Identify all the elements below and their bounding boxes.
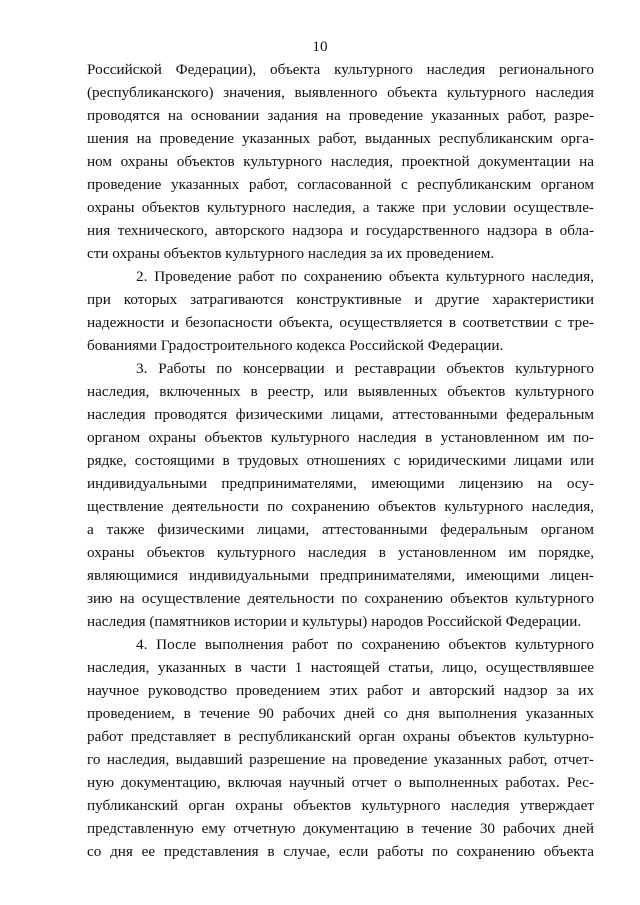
paragraph-first-line: 3. Работы по консервации и реставрации объектов культурного — [136, 360, 594, 377]
text-line: ния технического, авторского надзора и государственного надзора в обла- — [87, 222, 594, 239]
text-line: шения на проведение указанных работ, выданных республиканским орга- — [87, 130, 594, 147]
text-line: ном охраны объектов культурного наследия, проектной документации на — [87, 153, 594, 170]
document-body — [87, 58, 594, 863]
text-line: надежности и безопасности объекта, осуществляется в соответствии с тре- — [87, 314, 594, 331]
paragraph-first-line: 2. Проведение работ по сохранению объекта культурного наследия, — [136, 268, 594, 285]
text-line: рядке, состоящими в трудовых отношениях с юридическими лицами или — [87, 452, 594, 469]
text-line: проводятся на основании задания на проведение указанных работ, разре- — [87, 107, 594, 124]
text-line: наследия (памятников истории и культуры) народов Российской Федерации. — [87, 613, 582, 630]
text-line: научное руководство проведением этих работ и авторский надзор за их — [87, 682, 594, 699]
text-line: охраны объектов культурного наследия, а также при условии осуществле- — [87, 199, 594, 216]
text-line: зию на осуществление деятельности по сохранению объектов культурного — [87, 590, 594, 607]
text-line: при которых затрагиваются конструктивные и другие характеристики — [87, 291, 594, 308]
text-line: охраны объектов культурного наследия в установленном им порядке, — [87, 544, 594, 561]
text-line: наследия, включенных в реестр, или выявленных объектов культурного — [87, 383, 594, 400]
text-line: наследия, указанных в части 1 настоящей статьи, лицо, осуществлявшее — [87, 659, 594, 676]
page-number: 10 — [312, 38, 328, 55]
text-line: проведением, в течение 90 рабочих дней со дня выполнения указанных — [87, 705, 594, 722]
text-line: ществление деятельности по сохранению объектов культурного наследия, — [87, 498, 594, 515]
text-line: работ представляет в республиканский орган охраны объектов культурно- — [87, 728, 594, 745]
text-line: ную документацию, включая научный отчет о выполненных работах. Рес- — [87, 774, 594, 791]
text-line: сти охраны объектов культурного наследия за их проведением. — [87, 245, 495, 262]
paragraph-first-line: 4. После выполнения работ по сохранению объектов культурного — [136, 636, 594, 653]
text-line: публиканский орган охраны объектов культурного наследия утверждает — [87, 797, 594, 814]
text-line: Российской Федерации), объекта культурного наследия регионального — [87, 61, 594, 78]
text-line: представленную ему отчетную документацию в течение 30 рабочих дней — [87, 820, 594, 837]
text-line: со дня ее представления в случае, если работы по сохранению объекта — [87, 843, 594, 860]
text-line: го наследия, выдавший разрешение на проведение указанных работ, отчет- — [87, 751, 594, 768]
text-line: органом охраны объектов культурного наследия в установленном им по- — [87, 429, 594, 446]
text-line: проведение указанных работ, согласованной с республиканским органом — [87, 176, 594, 193]
text-line: бованиями Градостроительного кодекса Российской Федерации. — [87, 337, 504, 354]
text-line: а также физическими лицами, аттестованными федеральным органом — [87, 521, 594, 538]
text-line: индивидуальными предпринимателями, имеющими лицензию на осу- — [87, 475, 594, 492]
text-line: (республиканского) значения, выявленного объекта культурного наследия — [87, 84, 594, 101]
text-line: являющимися индивидуальными предпринимателями, имеющими лицен- — [87, 567, 594, 584]
text-line: наследия проводятся физическими лицами, аттестованными федеральным — [87, 406, 594, 423]
